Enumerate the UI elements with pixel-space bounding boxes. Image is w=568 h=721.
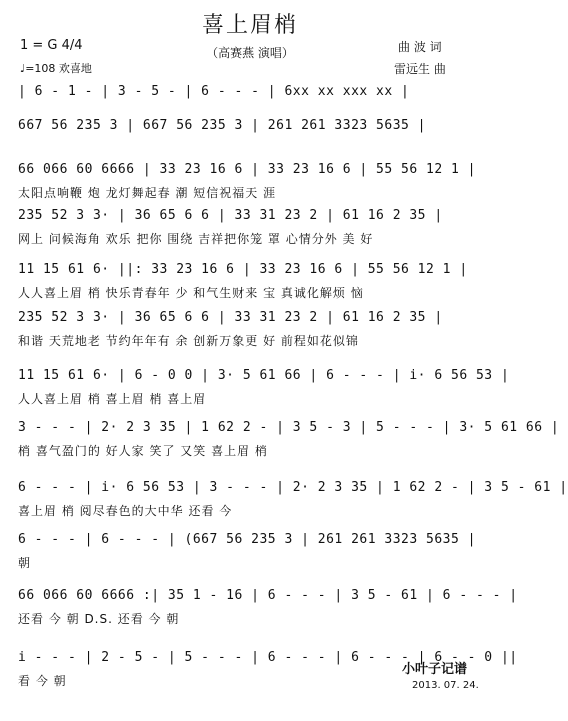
notation-line: 235 52 3 3· | 36 65 6 6 | 33 31 23 2 | 61 16 2 35 | xyxy=(18,310,443,325)
notation-line: 11 15 61 6· ||: 33 23 16 6 | 33 23 16 6 | 55 56 12 1 | xyxy=(18,262,468,277)
lyric-line: 太阳点响鞭 炮 龙灯舞起春 潮 短信祝福天 涯 xyxy=(18,186,277,200)
notation-line: 6 - - - | 6 - - - | (667 56 235 3 | 261 261 3323 5635 | xyxy=(18,532,476,547)
notation-line: 235 52 3 3· | 36 65 6 6 | 33 31 23 2 | 61 16 2 35 | xyxy=(18,208,443,223)
transcription-date: 2013. 07. 24. xyxy=(412,680,479,691)
lyric-line: 喜上眉 梢 阅尽春色的大中华 还看 今 xyxy=(18,504,233,518)
notation-line: 6 - - - | i· 6 56 53 | 3 - - - | 2· 2 3 35 | 1 62 2 - | 3 5 - 61 | xyxy=(18,480,568,495)
lyric-line: 网上 问候海角 欢乐 把你 围绕 吉祥把你笼 罩 心情分外 美 好 xyxy=(18,232,374,246)
lyric-line: 朝 xyxy=(18,556,32,570)
notation-line: 66 066 60 6666 :| 35 1 - 16 | 6 - - - | 3 5 - 61 | 6 - - - | xyxy=(18,588,518,603)
singer-subtitle: （高赛燕 演唱） xyxy=(206,46,294,60)
lyric-line: 看 今 朝 xyxy=(18,674,67,688)
notation-line: | 6 - 1 - | 3 - 5 - | 6 - - - | 6xx xx xxx xx | xyxy=(18,84,410,99)
composer-credit: 雷远生 曲 xyxy=(394,62,446,76)
notation-line: 3 - - - | 2· 2 3 35 | 1 62 2 - | 3 5 - 3 | 5 - - - | 3· 5 61 66 | xyxy=(18,420,560,435)
notation-line: 667 56 235 3 | 667 56 235 3 | 261 261 3323 5635 | xyxy=(18,118,427,133)
lyricist-credit: 曲 波 词 xyxy=(398,40,442,54)
notation-line: 11 15 61 6· | 6 - 0 0 | 3· 5 61 66 | 6 - - - | i· 6 56 53 | xyxy=(18,368,510,383)
lyric-line: 和谐 天荒地老 节约年年有 余 创新万象更 好 前程如花似锦 xyxy=(18,334,359,348)
notation-line: i - - - | 2 - 5 - | 5 - - - | 6 - - - | 6 - - - | 6 - - 0 || xyxy=(18,650,518,665)
lyric-line: 还看 今 朝 D.S. 还看 今 朝 xyxy=(18,612,180,626)
lyric-line: 梢 喜气盈门的 好人家 笑了 又笑 喜上眉 梢 xyxy=(18,444,268,458)
song-title: 喜上眉梢 xyxy=(201,13,298,38)
tempo-marking: ♩=108 欢喜地 xyxy=(20,62,92,75)
notation-line: 66 066 60 6666 | 33 23 16 6 | 33 23 16 6 | 55 56 12 1 | xyxy=(18,162,476,177)
lyric-line: 人人喜上眉 梢 喜上眉 梢 喜上眉 xyxy=(18,392,207,406)
lyric-line: 人人喜上眉 梢 快乐青春年 少 和气生财来 宝 真诚化解烦 恼 xyxy=(18,286,364,300)
key-signature: 1 = G 4/4 xyxy=(20,38,83,53)
transcriber-signature: 小叶子记谱 xyxy=(402,662,468,677)
